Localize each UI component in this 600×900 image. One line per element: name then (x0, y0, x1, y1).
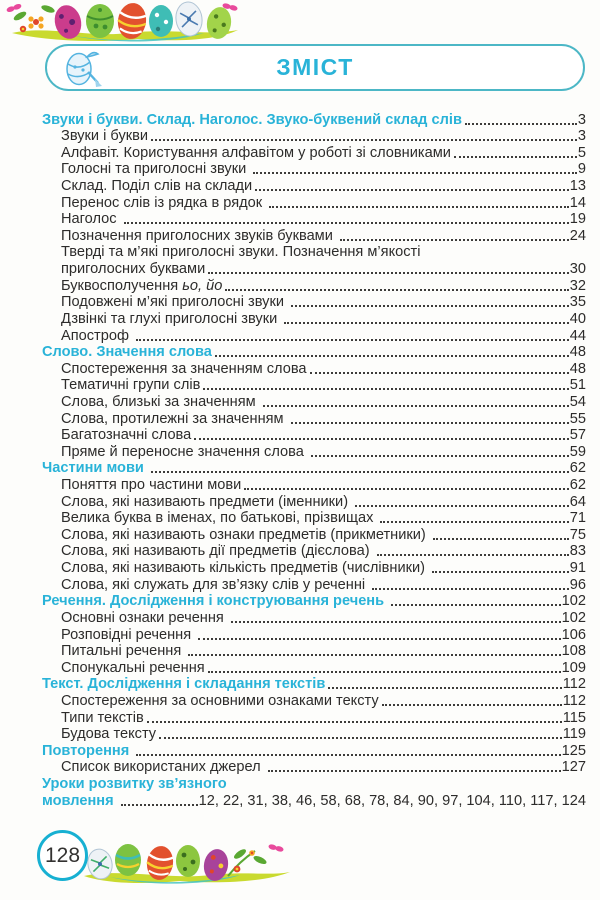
toc-entry-page: 44 (569, 327, 586, 344)
toc-entry-label: Спостереження за значенням слова (61, 360, 307, 377)
toc-entry (42, 493, 586, 510)
page-number-badge: 128 (37, 830, 88, 881)
easter-egg-icon (149, 5, 173, 37)
toc-leader-dots (372, 588, 569, 590)
toc-entry-page: 75 (569, 526, 586, 543)
toc-entry-label: Слова, які називають кількість предметів (числівники) (61, 560, 430, 577)
toc-leader-dots (465, 123, 577, 125)
toc-entry (42, 676, 586, 693)
toc-entry (42, 726, 586, 743)
toc-entry (42, 111, 586, 128)
toc-entry (42, 344, 586, 361)
toc-entry (42, 643, 586, 660)
toc-entry-page: 48 (569, 360, 586, 377)
toc-leader-dots (231, 621, 561, 623)
toc-entry-label: Розповідні речення (61, 626, 196, 643)
toc-entry (42, 161, 586, 178)
toc-entry-label: Слова, які називають дії предметів (дієслова) (61, 543, 374, 560)
page-title: ЗМІСТ (276, 54, 354, 80)
toc-entry-page: 62 (569, 477, 586, 494)
toc-entry-page: 125 (561, 742, 586, 759)
toc-entry-page: 109 (561, 659, 586, 676)
toc-entry-label: Тверді та м’які приголосні звуки. Позначення м’якості (61, 244, 421, 261)
toc-entry (42, 659, 586, 676)
toc-entry-page: 112 (562, 692, 586, 709)
toc-leader-dots (382, 704, 562, 706)
toc-entry (42, 460, 586, 477)
toc-entry-page: 35 (569, 294, 586, 311)
toc-entry-label: Слова, які служать для зв’язку слів у реченні (61, 576, 370, 593)
toc-leader-dots (151, 471, 569, 473)
butterfly-icon (6, 3, 22, 13)
toc-entry (42, 427, 586, 444)
toc-entry (42, 593, 586, 610)
toc-entry-page: 119 (562, 726, 586, 743)
toc-entry-label: Наголос (61, 211, 121, 228)
toc-entry (42, 227, 586, 244)
toc-leader-dots (311, 455, 569, 457)
easter-eggs-garland-icon (6, 0, 242, 44)
toc-entry-label: Апостроф (61, 327, 134, 344)
toc-leader-dots (208, 272, 569, 274)
toc-entry (42, 294, 586, 311)
toc-entry-label: Текст. Дослідження і складання текстів (42, 676, 326, 693)
toc-entry-label: Поняття про частини мови (61, 477, 242, 494)
toc-entry-page: 62 (569, 460, 586, 477)
toc-leader-dots (377, 554, 569, 556)
toc-leader-dots (136, 339, 569, 341)
toc-entry (42, 360, 586, 377)
toc-entry-page: 48 (569, 344, 586, 361)
toc-entry-label: Подовжені м’які приголосні звуки (61, 294, 289, 311)
toc-leader-dots (328, 687, 561, 689)
toc-entry-label: Голосні та приголосні звуки (61, 161, 251, 178)
toc-entry-label: Позначення приголосних звуків буквами (61, 227, 337, 244)
toc-entry-label: Багатозначні слова (61, 427, 192, 444)
toc-entry-label: Уроки розвитку зв’язного (42, 775, 227, 792)
toc-entry-label-italic: ьо, йо (182, 277, 223, 294)
toc-entry-page: 9 (577, 161, 586, 178)
toc-entry-label: Буквосполучення (61, 277, 183, 294)
top-decoration (6, 0, 242, 49)
toc-entry-page: 83 (569, 543, 586, 560)
toc-entry-label: Тематичні групи слів (61, 377, 201, 394)
toc-entry-page: 55 (569, 410, 586, 427)
toc-entry (42, 576, 586, 593)
toc-entry (42, 211, 586, 228)
toc-entry (42, 526, 586, 543)
easter-egg-icon (86, 4, 114, 38)
toc-entry-label: Алфавіт. Користування алфавітом у роботі зі словниками (61, 144, 451, 161)
toc-leader-dots (269, 206, 569, 208)
toc-entry (42, 626, 586, 643)
contents-title-box (45, 44, 585, 91)
toc-entry-page: 13 (569, 178, 586, 195)
butterfly-icon (268, 843, 284, 852)
toc-entry-label: мовлення (42, 792, 118, 809)
toc-entry (42, 310, 586, 327)
toc-entry-page: 64 (569, 493, 586, 510)
toc-entry (42, 244, 586, 261)
easter-egg-brush-icon (62, 49, 104, 95)
toc-entry-page: 40 (569, 310, 586, 327)
toc-leader-dots (355, 505, 569, 507)
toc-leader-dots (310, 372, 569, 374)
toc-leader-dots (432, 571, 569, 573)
toc-leader-dots (203, 388, 568, 390)
toc-entry-page: 30 (569, 261, 586, 278)
toc-leader-dots (255, 189, 569, 191)
toc-entry-page: 71 (569, 510, 586, 527)
toc-entry-label: Перенос слів із рядка в рядок (61, 194, 267, 211)
toc-entry-label: Типи текстів (61, 709, 144, 726)
easter-eggs-garland-icon (80, 836, 295, 890)
toc-entry-label: Питальні речення (61, 643, 186, 660)
toc-entry-label: Слова, які називають предмети (іменники) (61, 493, 353, 510)
toc-entry-page: 91 (569, 560, 586, 577)
toc-entry-label: Склад. Поділ слів на склади (61, 178, 253, 195)
toc-entry (42, 609, 586, 626)
toc-entry (42, 410, 586, 427)
toc-entry (42, 775, 586, 792)
toc-entry-page: 24 (569, 227, 586, 244)
toc-leader-dots (454, 156, 577, 158)
toc-entry-label: Дзвінкі та глухі приголосні звуки (61, 310, 282, 327)
toc-entry (42, 377, 586, 394)
toc-entry-page: 57 (569, 427, 586, 444)
toc-leader-dots (380, 521, 568, 523)
toc-leader-dots (244, 488, 569, 490)
toc-entry-page: 54 (569, 393, 586, 410)
toc-entry-label: Список використаних джерел (61, 759, 265, 776)
toc-entry-page: 51 (569, 377, 586, 394)
toc-entry-page: 127 (561, 759, 586, 776)
toc-leader-dots (215, 355, 569, 357)
toc-entry (42, 260, 586, 277)
toc-entry-label: Основні ознаки речення (61, 609, 228, 626)
toc-leader-dots (291, 305, 569, 307)
toc-entry-label: Спостереження за основними ознаками тексту (61, 692, 379, 709)
easter-egg-icon (115, 844, 141, 876)
toc-entry-page: 102 (561, 609, 586, 626)
toc-entry-label: Будова тексту (61, 726, 157, 743)
toc-entry-page: 106 (561, 626, 586, 643)
toc-entry (42, 443, 586, 460)
toc-entry-page: 102 (561, 593, 586, 610)
toc-entry (42, 510, 586, 527)
toc-leader-dots (124, 222, 569, 224)
toc-entry (42, 194, 586, 211)
toc-entry-page: 3 (577, 111, 586, 128)
toc-entry-label: Речення. Дослідження і конструювання речень (42, 593, 389, 610)
toc-entry-label: Слова, близькі за значенням (61, 393, 260, 410)
toc-list (42, 111, 586, 809)
toc-leader-dots (151, 139, 577, 141)
toc-entry (42, 792, 586, 809)
toc-entry-page: 59 (569, 443, 586, 460)
toc-leader-dots (263, 405, 569, 407)
toc-entry-label: Повторення (42, 742, 134, 759)
toc-entry (42, 559, 586, 576)
toc-entry (42, 692, 586, 709)
toc-entry (42, 543, 586, 560)
toc-leader-dots (194, 438, 568, 440)
toc-leader-dots (188, 654, 560, 656)
toc-entry-page: 112 (562, 676, 586, 693)
toc-entry-label: Велика буква в іменах, по батькові, прізвищах (61, 510, 378, 527)
toc-entry (42, 393, 586, 410)
toc-entry (42, 177, 586, 194)
toc-leader-dots (340, 239, 569, 241)
toc-leader-dots (391, 604, 560, 606)
toc-entry-label: Слова, протилежні за значенням (61, 410, 288, 427)
toc-entry-page: 12, 22, 31, 38, 46, 58, 68, 78, 84, 90, 97, 104, 110, 117, 124 (198, 792, 586, 809)
toc-entry (42, 277, 586, 294)
toc-entry (42, 128, 586, 145)
toc-entry-label: Спонукальні речення (61, 659, 205, 676)
toc-entry-page: 32 (569, 277, 586, 294)
toc-leader-dots (225, 289, 568, 291)
toc-leader-dots (159, 737, 562, 739)
easter-egg-icon (176, 845, 200, 877)
toc-leader-dots (198, 638, 560, 640)
toc-entry (42, 742, 586, 759)
toc-entry-label: Частини мови (42, 460, 148, 477)
toc-leader-dots (253, 172, 577, 174)
toc-leader-dots (121, 804, 198, 806)
toc-entry (42, 476, 586, 493)
toc-entry-page: 108 (561, 643, 586, 660)
toc-leader-dots (291, 422, 569, 424)
toc-entry (42, 144, 586, 161)
toc-entry-page: 96 (569, 576, 586, 593)
toc-entry (42, 327, 586, 344)
toc-entry-page: 14 (569, 194, 586, 211)
toc-entry-page: 19 (569, 211, 586, 228)
toc-leader-dots (433, 538, 569, 540)
toc-leader-dots (284, 322, 568, 324)
toc-entry-label: приголосних буквами (61, 261, 206, 278)
flower-icon (228, 848, 268, 876)
toc-entry-page: 5 (577, 144, 586, 161)
toc-leader-dots (147, 721, 562, 723)
toc-leader-dots (208, 671, 561, 673)
bottom-decoration (80, 836, 295, 895)
toc-entry (42, 709, 586, 726)
toc-entry-label: Слова, які називають ознаки предметів (прикметники) (61, 526, 430, 543)
toc-leader-dots (136, 754, 560, 756)
toc-entry-label: Слово. Значення слова (42, 344, 212, 361)
toc-entry-page: 3 (577, 128, 586, 145)
toc-entry-label: Звуки і букви. Склад. Наголос. Звуко-буквений склад слів (42, 111, 462, 128)
toc-entry-page: 115 (562, 709, 586, 726)
toc-entry-label: Звуки і букви (61, 128, 149, 145)
toc-leader-dots (268, 770, 561, 772)
toc-entry (42, 759, 586, 776)
toc-entry-label: Пряме й переносне значення слова (61, 443, 308, 460)
